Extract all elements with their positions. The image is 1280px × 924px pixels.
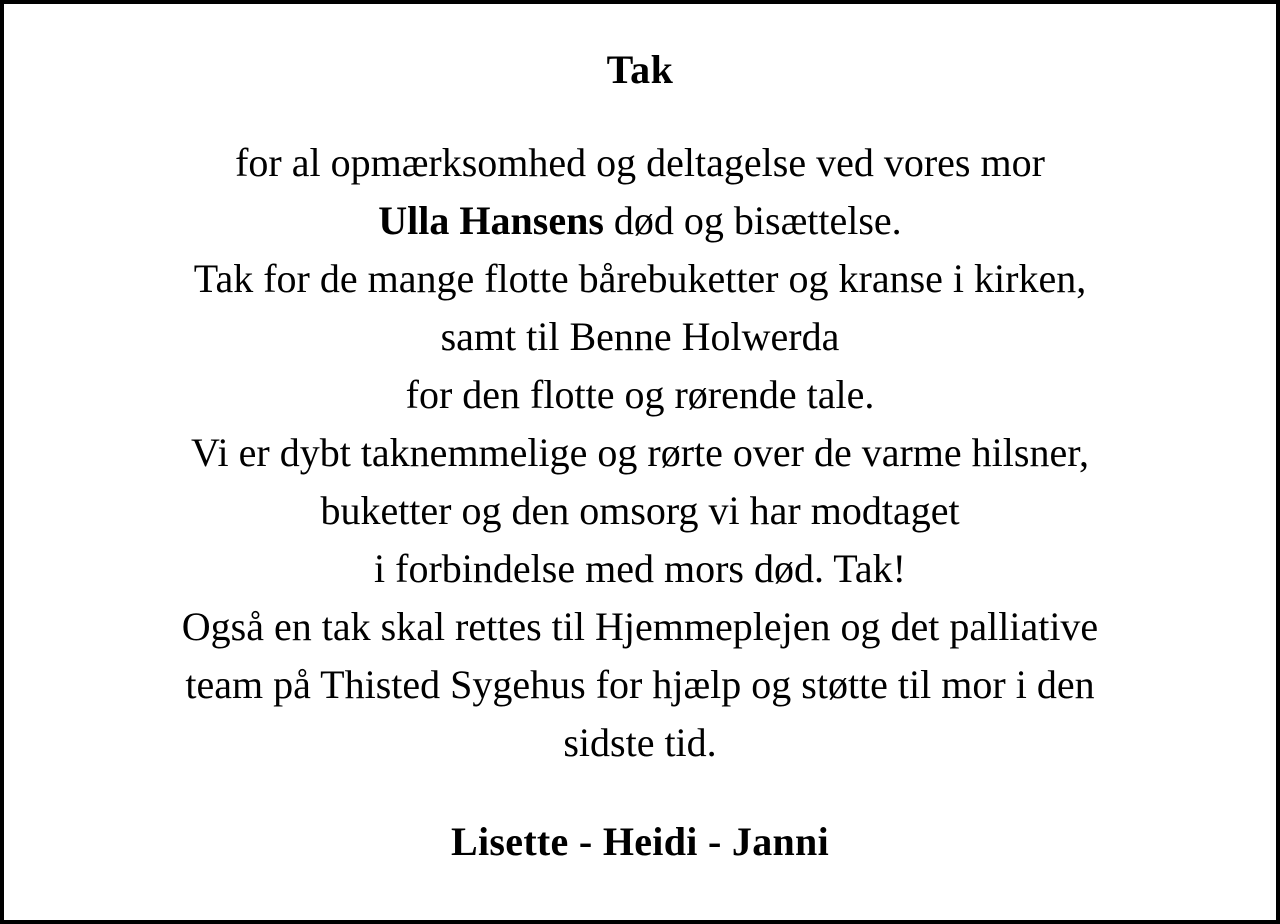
notice-line: [34, 540, 1246, 598]
notice-line: [34, 366, 1246, 424]
notice-line-text: Tak for de mange flotte bårebuketter og kranse i kirken,: [193, 256, 1087, 301]
notice-line: [34, 482, 1246, 540]
notice-line: [34, 424, 1246, 482]
notice-line: [34, 714, 1246, 772]
notice-line-text: buketter og den omsorg vi har modtaget: [320, 488, 960, 533]
notice-line-text: død og bisættelse.: [603, 198, 902, 243]
notice-line-text: team på Thisted Sygehus for hjælp og støtte til mor i den: [185, 662, 1095, 707]
notice-line-text: for al opmærksomhed og deltagelse ved vores mor: [235, 140, 1045, 185]
notice-line-text: for den flotte og rørende tale.: [405, 372, 875, 417]
notice-line-text: sidste tid.: [563, 720, 717, 765]
notice-line: [34, 656, 1246, 714]
notice-body: [34, 134, 1246, 772]
notice-line: [34, 192, 1246, 250]
notice-line: [34, 308, 1246, 366]
notice-line-text: i forbindelse med mors død. Tak!: [374, 546, 906, 591]
notice-line-text: samt til Benne Holwerda: [440, 314, 840, 359]
notice-title: Tak: [606, 47, 674, 92]
notice-line: [34, 598, 1246, 656]
notice-line-text: Også en tak skal rettes til Hjemmeplejen og det palliative: [181, 604, 1099, 649]
notice-line: [34, 134, 1246, 192]
deceased-name: Ulla Hansens: [378, 198, 604, 243]
notice-line: [34, 250, 1246, 308]
notice-line-text: Vi er dybt taknemmelige og rørte over de varme hilsner,: [191, 430, 1089, 475]
notice-signature: Lisette - Heidi - Janni: [451, 819, 829, 864]
